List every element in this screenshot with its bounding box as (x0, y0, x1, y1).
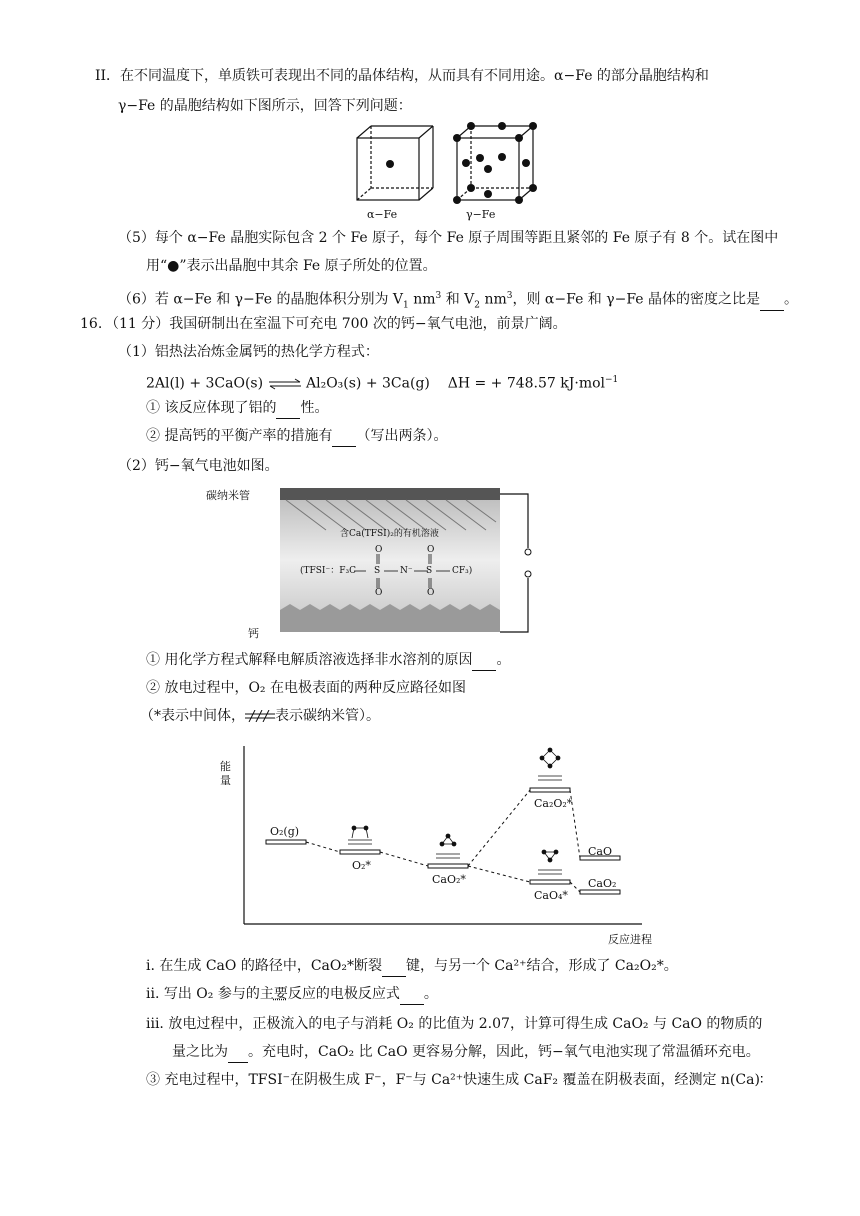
subq-iii-line2 (172, 1042, 760, 1063)
label-cao2s: CaO₂* (432, 873, 466, 886)
iii-text-b: 量之比为 (172, 1044, 228, 1060)
energy-ylabel: 能量 (220, 760, 231, 787)
alpha-fe-caption: α−Fe (367, 208, 398, 221)
subq-i (146, 956, 678, 977)
terminal-top (525, 549, 531, 555)
tfsi-s1: S (374, 566, 381, 576)
q6-line: （6）若 α−Fe 和 γ−Fe 的晶胞体积分别为 $V_1$ $nm^3$ 和 $V_2$ $nm^3$，则 α−Fe 和 γ−Fe 晶体的密度之比是 。 (118, 291, 799, 311)
tfsi-n: N⁻ (400, 566, 413, 576)
ii-text-c: 反应的电极反应式 (287, 986, 400, 1002)
battery-solution-label: 含Ca(TFSI)₂的有机溶液 (340, 529, 439, 539)
label-cao4s: CaO₄* (534, 889, 568, 902)
alpha-center-atom (386, 160, 394, 168)
q16-1-s2 (146, 426, 447, 447)
note-b: 表示碳纳米管）。 (275, 708, 380, 724)
tfsi-left: (TFSI⁻：F₃C (300, 566, 356, 576)
q6-text-d: nm (480, 291, 507, 308)
calcium-layer (280, 604, 500, 632)
q16-part2-title: （2）钙−氧气电池如图。 (118, 458, 279, 474)
subq-ii (146, 984, 438, 1005)
iii-text-c: 。充电时，CaO₂ 比 CaO 更容易分解，因此，钙−氧气电池实现了常温循环充电。 (248, 1044, 760, 1060)
q6-text-e: ，则 α−Fe 和 γ−Fe 晶体的密度之比是 (512, 291, 761, 308)
subq-iii-line1: iii. 放电过程中，正极流入的电子与消耗 O₂ 的比值为 2.07，计算可得生成 CaO₂ 与 CaO 的物质的 (146, 1016, 763, 1032)
s1-blank[interactable] (276, 398, 300, 419)
q5-line2: 用“●”表示出晶胞中其余 Fe 原子所处的位置。 (146, 258, 437, 274)
q5-line1: （5）每个 α−Fe 晶胞实际包含 2 个 Fe 原子，每个 Fe 原子周围等距且紧邻的 Fe 原子有 8 个。试在图中 (118, 230, 779, 246)
molecule-icons (352, 748, 560, 862)
ii-text-a: ii. 写出 O₂ 参与的主 (146, 986, 274, 1002)
q6-text-a: （6）若 α−Fe 和 γ−Fe 的晶胞体积分别为 V (118, 291, 404, 308)
q16-2-s3 (146, 650, 510, 671)
q16-2-s5: ③ 充电过程中，TFSI⁻在阴极生成 F⁻，F⁻与 Ca²⁺快速生成 CaF₂ 覆盖在阴极表面，经测定 n(Ca)∶ (146, 1072, 764, 1088)
label-o2s: O₂* (352, 859, 371, 872)
label-o2g: O₂(g) (270, 825, 300, 838)
i-text-b: 键，与另一个 Ca²⁺结合，形成了 Ca₂O₂*。 (405, 958, 678, 974)
ii-blank[interactable] (400, 984, 424, 1005)
ii-text-b: 要 (273, 986, 288, 1002)
q6-text-f: 。 (784, 291, 799, 308)
s2-text: ② 提高钙的平衡产率的措施有 (146, 428, 333, 444)
level-cao4s (530, 880, 570, 884)
label-cao: CaO (588, 845, 612, 858)
battery-cnt-label: 碳纳米管 (206, 489, 250, 502)
level-o2s (340, 850, 380, 854)
q16-2-s4-note (140, 706, 380, 726)
eq-right: Al₂O₃(s) + 3Ca(g) (306, 375, 430, 392)
q6-answer-blank[interactable] (760, 290, 784, 311)
q16-2-s4: ② 放电过程中，O₂ 在电极表面的两种反应路径如图 (146, 680, 466, 696)
section2-line2: γ−Fe 的晶胞结构如下图所示，回答下列问题： (118, 98, 412, 114)
battery-ca-label: 钙 (248, 627, 259, 640)
eq-delta-h: ΔH = + 748.57 kJ·mol (447, 375, 605, 392)
equilibrium-arrow-icon (268, 378, 302, 390)
tfsi-o4: O (427, 588, 435, 598)
ii-text-d: 。 (423, 986, 438, 1002)
level-ca2o2s (530, 788, 570, 792)
i-text-a: i. 在生成 CaO 的路径中，CaO₂*断裂 (146, 958, 382, 974)
q16-intro: （11 分）我国研制出在室温下可充电 700 次的钙−氧气电池，前景广阔。 (105, 316, 567, 332)
s1-text: ① 该反应体现了铝的 (146, 400, 277, 416)
q6-text-b: nm (408, 291, 436, 308)
section2-line1: II．在不同温度下，单质铁可表现出不同的晶体结构，从而具有不同用途。α−Fe 的部分晶胞结构和 (95, 68, 709, 84)
q16-1-s1 (146, 398, 328, 419)
iii-blank[interactable] (228, 1042, 248, 1063)
s1-end: 性。 (300, 400, 329, 416)
terminal-bottom (525, 571, 531, 577)
cnt-symbol-icon (245, 710, 275, 722)
q16-number: 16. (80, 316, 103, 332)
gamma-atoms (453, 122, 537, 204)
label-ca2o2s: Ca₂O₂* (534, 797, 573, 810)
level-cao2s (428, 864, 468, 868)
cnt-layer (280, 488, 500, 500)
thermo-equation (146, 370, 618, 394)
i-blank[interactable] (382, 956, 406, 977)
tfsi-cf3: CF₃) (452, 566, 473, 576)
battery-figure (246, 482, 546, 644)
label-cao2: CaO₂ (588, 877, 617, 890)
eq-delta-h-sup: −1 (605, 375, 619, 385)
s3-text: ① 用化学方程式解释电解质溶液选择非水溶剂的原因 (146, 652, 473, 668)
q16-part1-title: （1）铝热法冶炼金属钙的热化学方程式： (118, 344, 379, 360)
gamma-fe-caption: γ−Fe (466, 208, 496, 221)
tfsi-o2: O (375, 588, 383, 598)
s2-end: （写出两条）。 (356, 428, 448, 444)
note-a: （*表示中间体， (140, 708, 245, 724)
tfsi-s2: S (426, 566, 433, 576)
tfsi-o3: O (427, 545, 435, 555)
eq-left: 2Al(l) + 3CaO(s) (146, 375, 264, 392)
s3-blank[interactable] (472, 650, 496, 671)
q6-text-c: 和 V (441, 291, 475, 308)
alpha-fe-cell (357, 126, 433, 200)
tfsi-o1: O (375, 545, 383, 555)
energy-xlabel: 反应进程 (608, 933, 652, 946)
s3-end: 。 (496, 652, 511, 668)
s2-blank[interactable] (332, 426, 356, 447)
